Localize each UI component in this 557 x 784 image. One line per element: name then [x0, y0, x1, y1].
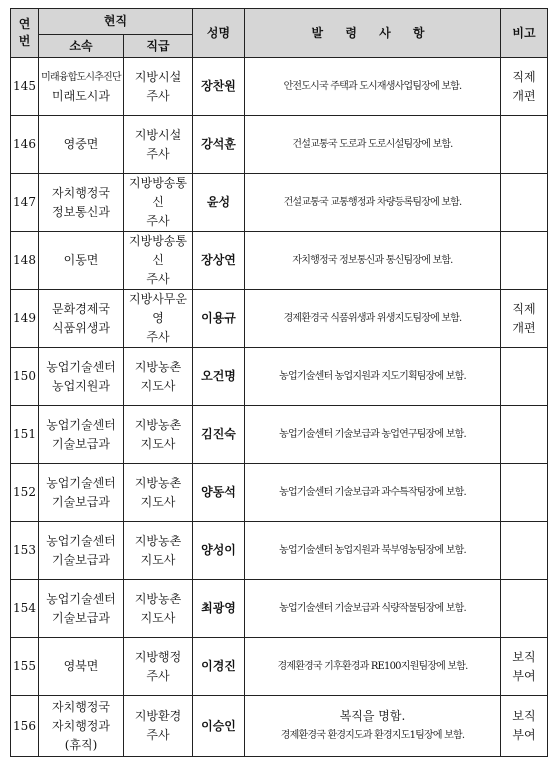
appointment-detail-line: 안전도시국 주택과 도시재생사업팀장에 보함. — [283, 81, 462, 92]
row-number: 148 — [11, 232, 39, 290]
unit-cell-line: 자치행정과 — [52, 718, 110, 733]
unit-cell-line: 영북면 — [63, 659, 99, 673]
rank-cell-line: 주사 — [146, 668, 170, 683]
unit-cell-line: 식품위생과 — [52, 320, 110, 335]
rank-cell-line: 주사 — [146, 728, 170, 742]
rank-cell-line: 지방방송통신 — [129, 234, 187, 267]
unit-cell — [39, 406, 124, 464]
unit-cell-line: 농업지원과 — [52, 378, 110, 393]
note-cell — [501, 232, 548, 290]
unit-cell-line: 농업기술센터 — [46, 359, 116, 374]
unit-cell-line: 자치행정국 — [52, 185, 110, 200]
unit-cell-line: 미래융합도시추진단 — [41, 71, 121, 83]
unit-cell-line: 정보통신과 — [52, 204, 110, 219]
note-cell-line: 부여 — [512, 728, 536, 742]
unit-cell-line: 기술보급과 — [52, 552, 110, 567]
note-cell — [501, 580, 548, 638]
row-number: 154 — [11, 580, 39, 638]
unit-cell — [39, 116, 124, 174]
rank-cell-line: 지방농촌 — [134, 359, 182, 374]
row-number: 155 — [11, 638, 39, 696]
rank-cell-line: 주사 — [146, 214, 170, 228]
rank-cell-line: 지도사 — [140, 378, 176, 393]
rank-cell — [124, 116, 193, 174]
rank-cell-line: 주사 — [146, 88, 170, 103]
row-number: 145 — [11, 58, 39, 116]
row-number: 149 — [11, 290, 39, 348]
appointment-detail — [245, 638, 501, 696]
table-row — [11, 232, 548, 290]
rank-cell-line: 지방시설 — [134, 127, 182, 142]
rank-cell — [124, 348, 193, 406]
rank-cell-line: 지방시설 — [134, 69, 182, 84]
row-number: 156 — [11, 696, 39, 757]
unit-cell — [39, 580, 124, 638]
appointment-detail-line: 농업기술센터 기술보급과 과수특작팀장에 보함. — [279, 487, 466, 498]
row-number: 150 — [11, 348, 39, 406]
unit-cell — [39, 522, 124, 580]
appointment-detail-line: 복직을 명함. — [339, 709, 406, 723]
appointment-detail-line: 농업기술센터 기술보급과 농업연구팀장에 보함. — [279, 429, 466, 440]
unit-cell-line: 농업기술센터 — [46, 591, 116, 606]
header-current-post: 현직 — [39, 9, 193, 35]
unit-cell-line: 기술보급과 — [52, 494, 110, 509]
unit-cell-line: (휴직) — [64, 737, 98, 752]
unit-cell-line: 미래도시과 — [52, 88, 110, 103]
rank-cell-line: 주사 — [146, 272, 170, 286]
appointment-detail — [245, 348, 501, 406]
rank-cell-line: 주사 — [146, 146, 170, 161]
unit-cell — [39, 232, 124, 290]
appointment-detail — [245, 174, 501, 232]
note-cell-line: 보직 — [512, 709, 536, 723]
name-cell: 이승인 — [193, 696, 245, 757]
name-cell: 양동석 — [193, 464, 245, 522]
name-cell: 김진숙 — [193, 406, 245, 464]
unit-cell-line: 농업기술센터 — [46, 533, 116, 548]
header-name: 성명 — [193, 9, 245, 58]
rank-cell — [124, 58, 193, 116]
unit-cell — [39, 290, 124, 348]
note-cell-line: 직제 — [512, 69, 536, 84]
rank-cell-line: 지방사무운영 — [129, 292, 187, 325]
note-cell — [501, 522, 548, 580]
unit-cell — [39, 638, 124, 696]
note-cell — [501, 174, 548, 232]
appointment-detail-line: 자치행정국 정보통신과 통신팀장에 보함. — [292, 255, 453, 266]
rank-cell-line: 지방방송통신 — [129, 176, 187, 209]
appointment-detail — [245, 464, 501, 522]
name-cell: 이용규 — [193, 290, 245, 348]
rank-cell-line: 주사 — [146, 330, 170, 344]
table-row — [11, 58, 548, 116]
rank-cell — [124, 174, 193, 232]
rank-cell-line: 지방농촌 — [134, 533, 182, 548]
appointment-detail — [245, 696, 501, 757]
unit-cell-line: 농업기술센터 — [46, 417, 116, 432]
rank-cell — [124, 406, 193, 464]
note-cell — [501, 58, 548, 116]
note-cell — [501, 464, 548, 522]
rank-cell — [124, 580, 193, 638]
rank-cell-line: 지도사 — [140, 494, 176, 509]
note-cell — [501, 638, 548, 696]
header-no-label: 연번 — [18, 16, 31, 48]
appointment-detail — [245, 406, 501, 464]
row-number: 151 — [11, 406, 39, 464]
rank-cell — [124, 464, 193, 522]
appointment-detail-line: 건설교통국 교통행정과 차량등록팀장에 보함. — [283, 197, 462, 208]
roster-body — [11, 58, 548, 757]
table-row — [11, 174, 548, 232]
name-cell: 최광영 — [193, 580, 245, 638]
name-cell: 양성이 — [193, 522, 245, 580]
header-unit: 소속 — [39, 35, 124, 58]
note-cell-line: 직제 — [512, 301, 536, 316]
note-cell-line: 부여 — [512, 668, 536, 683]
rank-cell-line: 지방농촌 — [134, 591, 182, 606]
unit-cell — [39, 58, 124, 116]
unit-cell-line: 이동면 — [63, 253, 99, 267]
rank-cell-line: 지방환경 — [134, 709, 182, 723]
table-row — [11, 638, 548, 696]
appointment-detail — [245, 290, 501, 348]
name-cell: 이경진 — [193, 638, 245, 696]
note-cell — [501, 348, 548, 406]
note-cell — [501, 116, 548, 174]
name-cell: 윤성 — [193, 174, 245, 232]
appointment-detail-line: 농업기술센터 기술보급과 식량작물팀장에 보함. — [279, 603, 466, 614]
unit-cell — [39, 464, 124, 522]
table-row — [11, 116, 548, 174]
unit-cell — [39, 174, 124, 232]
rank-cell-line: 지방농촌 — [134, 475, 182, 490]
note-cell — [501, 290, 548, 348]
appointment-detail-line: 농업기술센터 농업지원과 지도기획팀장에 보함. — [279, 371, 466, 382]
appointment-detail-line: 경제환경국 기후환경과 RE100지원팀장에 보함. — [277, 661, 468, 672]
rank-cell-line: 지방농촌 — [134, 417, 182, 432]
table-row — [11, 696, 548, 757]
appointment-detail — [245, 580, 501, 638]
note-cell-line: 개편 — [512, 88, 536, 103]
table-row — [11, 522, 548, 580]
name-cell: 오건명 — [193, 348, 245, 406]
rank-cell-line: 지도사 — [140, 552, 176, 567]
unit-cell — [39, 348, 124, 406]
appointment-detail — [245, 58, 501, 116]
appointment-detail-line: 농업기술센터 농업지원과 북부영농팀장에 보함. — [279, 545, 466, 556]
note-cell — [501, 406, 548, 464]
unit-cell-line: 자치행정국 — [52, 699, 110, 714]
unit-cell-line: 영중면 — [63, 137, 99, 151]
row-number: 146 — [11, 116, 39, 174]
note-cell-line: 보직 — [512, 649, 536, 664]
rank-cell — [124, 696, 193, 757]
table-row — [11, 406, 548, 464]
header-no — [11, 9, 39, 58]
header-detail: 발 령 사 항 — [245, 9, 501, 58]
unit-cell — [39, 696, 124, 757]
appointment-detail-line: 경제환경국 식품위생과 위생지도팀장에 보함. — [283, 313, 462, 324]
header-note: 비고 — [501, 9, 548, 58]
table-row — [11, 290, 548, 348]
row-number: 147 — [11, 174, 39, 232]
unit-cell-line: 농업기술센터 — [46, 475, 116, 490]
appointment-detail — [245, 232, 501, 290]
header-row-top — [11, 9, 548, 35]
unit-cell-line: 문화경제국 — [52, 301, 110, 316]
row-number: 152 — [11, 464, 39, 522]
personnel-table — [10, 8, 548, 757]
appointment-detail-line: 경제환경국 환경지도과 환경지도1팀장에 보함. — [280, 730, 465, 741]
unit-cell-line: 기술보급과 — [52, 610, 110, 625]
unit-cell-line: 기술보급과 — [52, 436, 110, 451]
name-cell: 장찬원 — [193, 58, 245, 116]
rank-cell — [124, 232, 193, 290]
rank-cell — [124, 638, 193, 696]
table-row — [11, 580, 548, 638]
rank-cell-line: 지도사 — [140, 436, 176, 451]
name-cell: 강석훈 — [193, 116, 245, 174]
note-cell — [501, 696, 548, 757]
appointment-detail-line: 건설교통국 도로과 도로시설팀장에 보함. — [292, 139, 453, 150]
rank-cell-line: 지도사 — [140, 610, 176, 625]
rank-cell-line: 지방행정 — [134, 649, 182, 664]
table-row — [11, 348, 548, 406]
table-row — [11, 464, 548, 522]
name-cell: 장상연 — [193, 232, 245, 290]
note-cell-line: 개편 — [512, 320, 536, 335]
header-rank: 직급 — [124, 35, 193, 58]
appointment-detail — [245, 116, 501, 174]
rank-cell — [124, 290, 193, 348]
appointment-detail — [245, 522, 501, 580]
rank-cell — [124, 522, 193, 580]
row-number: 153 — [11, 522, 39, 580]
